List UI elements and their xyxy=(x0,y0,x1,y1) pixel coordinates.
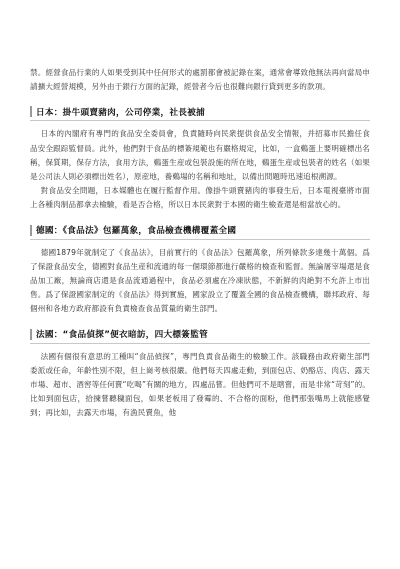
section-france xyxy=(30,326,370,421)
section-heading-germany: 德國：《食品法》包羅萬象，食品檢查機構覆蓋全國 xyxy=(30,222,370,240)
paragraph-japan-2: 對食品安全問題，日本媒體也在履行監督作用。像掛牛頭賣豬肉的事發生后，日本電視臺將市面上各種肉制品都拿去檢驗，看是否合格，所以日本民衆對于本國的衛生檢查還是相當放心的。 xyxy=(30,186,370,210)
section-japan xyxy=(30,103,370,212)
section-heading-japan: 日本：掛牛頭賣豬肉，公司停業，社長被捕 xyxy=(30,103,370,121)
paragraph-germany-1: 德國1879年就制定了《食品法》，目前實行的《食品法》包羅萬象，所列條款多達幾十萬個。爲了保證食品安全，德國對食品生産和流通的每一個環節都進行嚴格的檢查和監督。無論屠宰場還是食品加工廠，無論商店還是食品流通過程中，食品必須處在冷凍狀態，不新鮮的肉絶對不允許上市出售。爲了保證國家制定的《食品法》得到實施，國家設立了覆蓋全國的食品檢查機構，聯邦政府、每個州和各地方政府都設有負責檢查食品質量的衛生部門。 xyxy=(30,247,370,314)
intro-paragraph: 禁。經營食品行業的人如果受到其中任何形式的處罰都會被記錄在案，通常會導致他無法再向當局申請擴大經營規模，另外由于銀行方面的記錄，經營者今后也很難向銀行貸到更多的款項。 xyxy=(30,68,370,92)
paragraph-japan-1: 日本的內閣府有專門的食品安全委員會，負責隨時向民衆提供食品安全情報，并招募市民擔任食品安全跟踪監督員。此外，他們對于食品的標簽規範也有嚴格規定，比如，一盒鷄蛋上要明確標出名稱，保質期，保存方法，食用方法，鷄蛋生産或包裝設施的所在地，鷄蛋生産或包裝者的姓名（如果是公司法人則必須標出姓名），原産地，養鷄場的名稱和地址，以備出問題時迅速追根溯源。 xyxy=(30,129,370,182)
section-germany xyxy=(30,222,370,317)
section-heading-france: 法國：“食品偵探”便衣暗訪，四大標簽監管 xyxy=(30,326,370,344)
paragraph-france-1: 法國有個很有意思的工種叫“食品偵探”，專門負責食品衛生的檢驗工作。該職務由政府衛生部門委派或任命，年齡性別不限，但上崗考核很嚴。他們每天四處走動，到面包店、奶酪店、肉店、露天市場、超市、酒窖等任何賣“吃喝”有關的地方，四處品嘗。但他們可不是瞎嘗，而是非常“苛刻”的。比如到面包店，拾揀嘗聽穢面包，如果老板用了發霉的、不合格的面粉，他們那張嘴馬上就能感覺到；再比如，去露天市場，有漁民賣魚，他 xyxy=(30,351,370,418)
